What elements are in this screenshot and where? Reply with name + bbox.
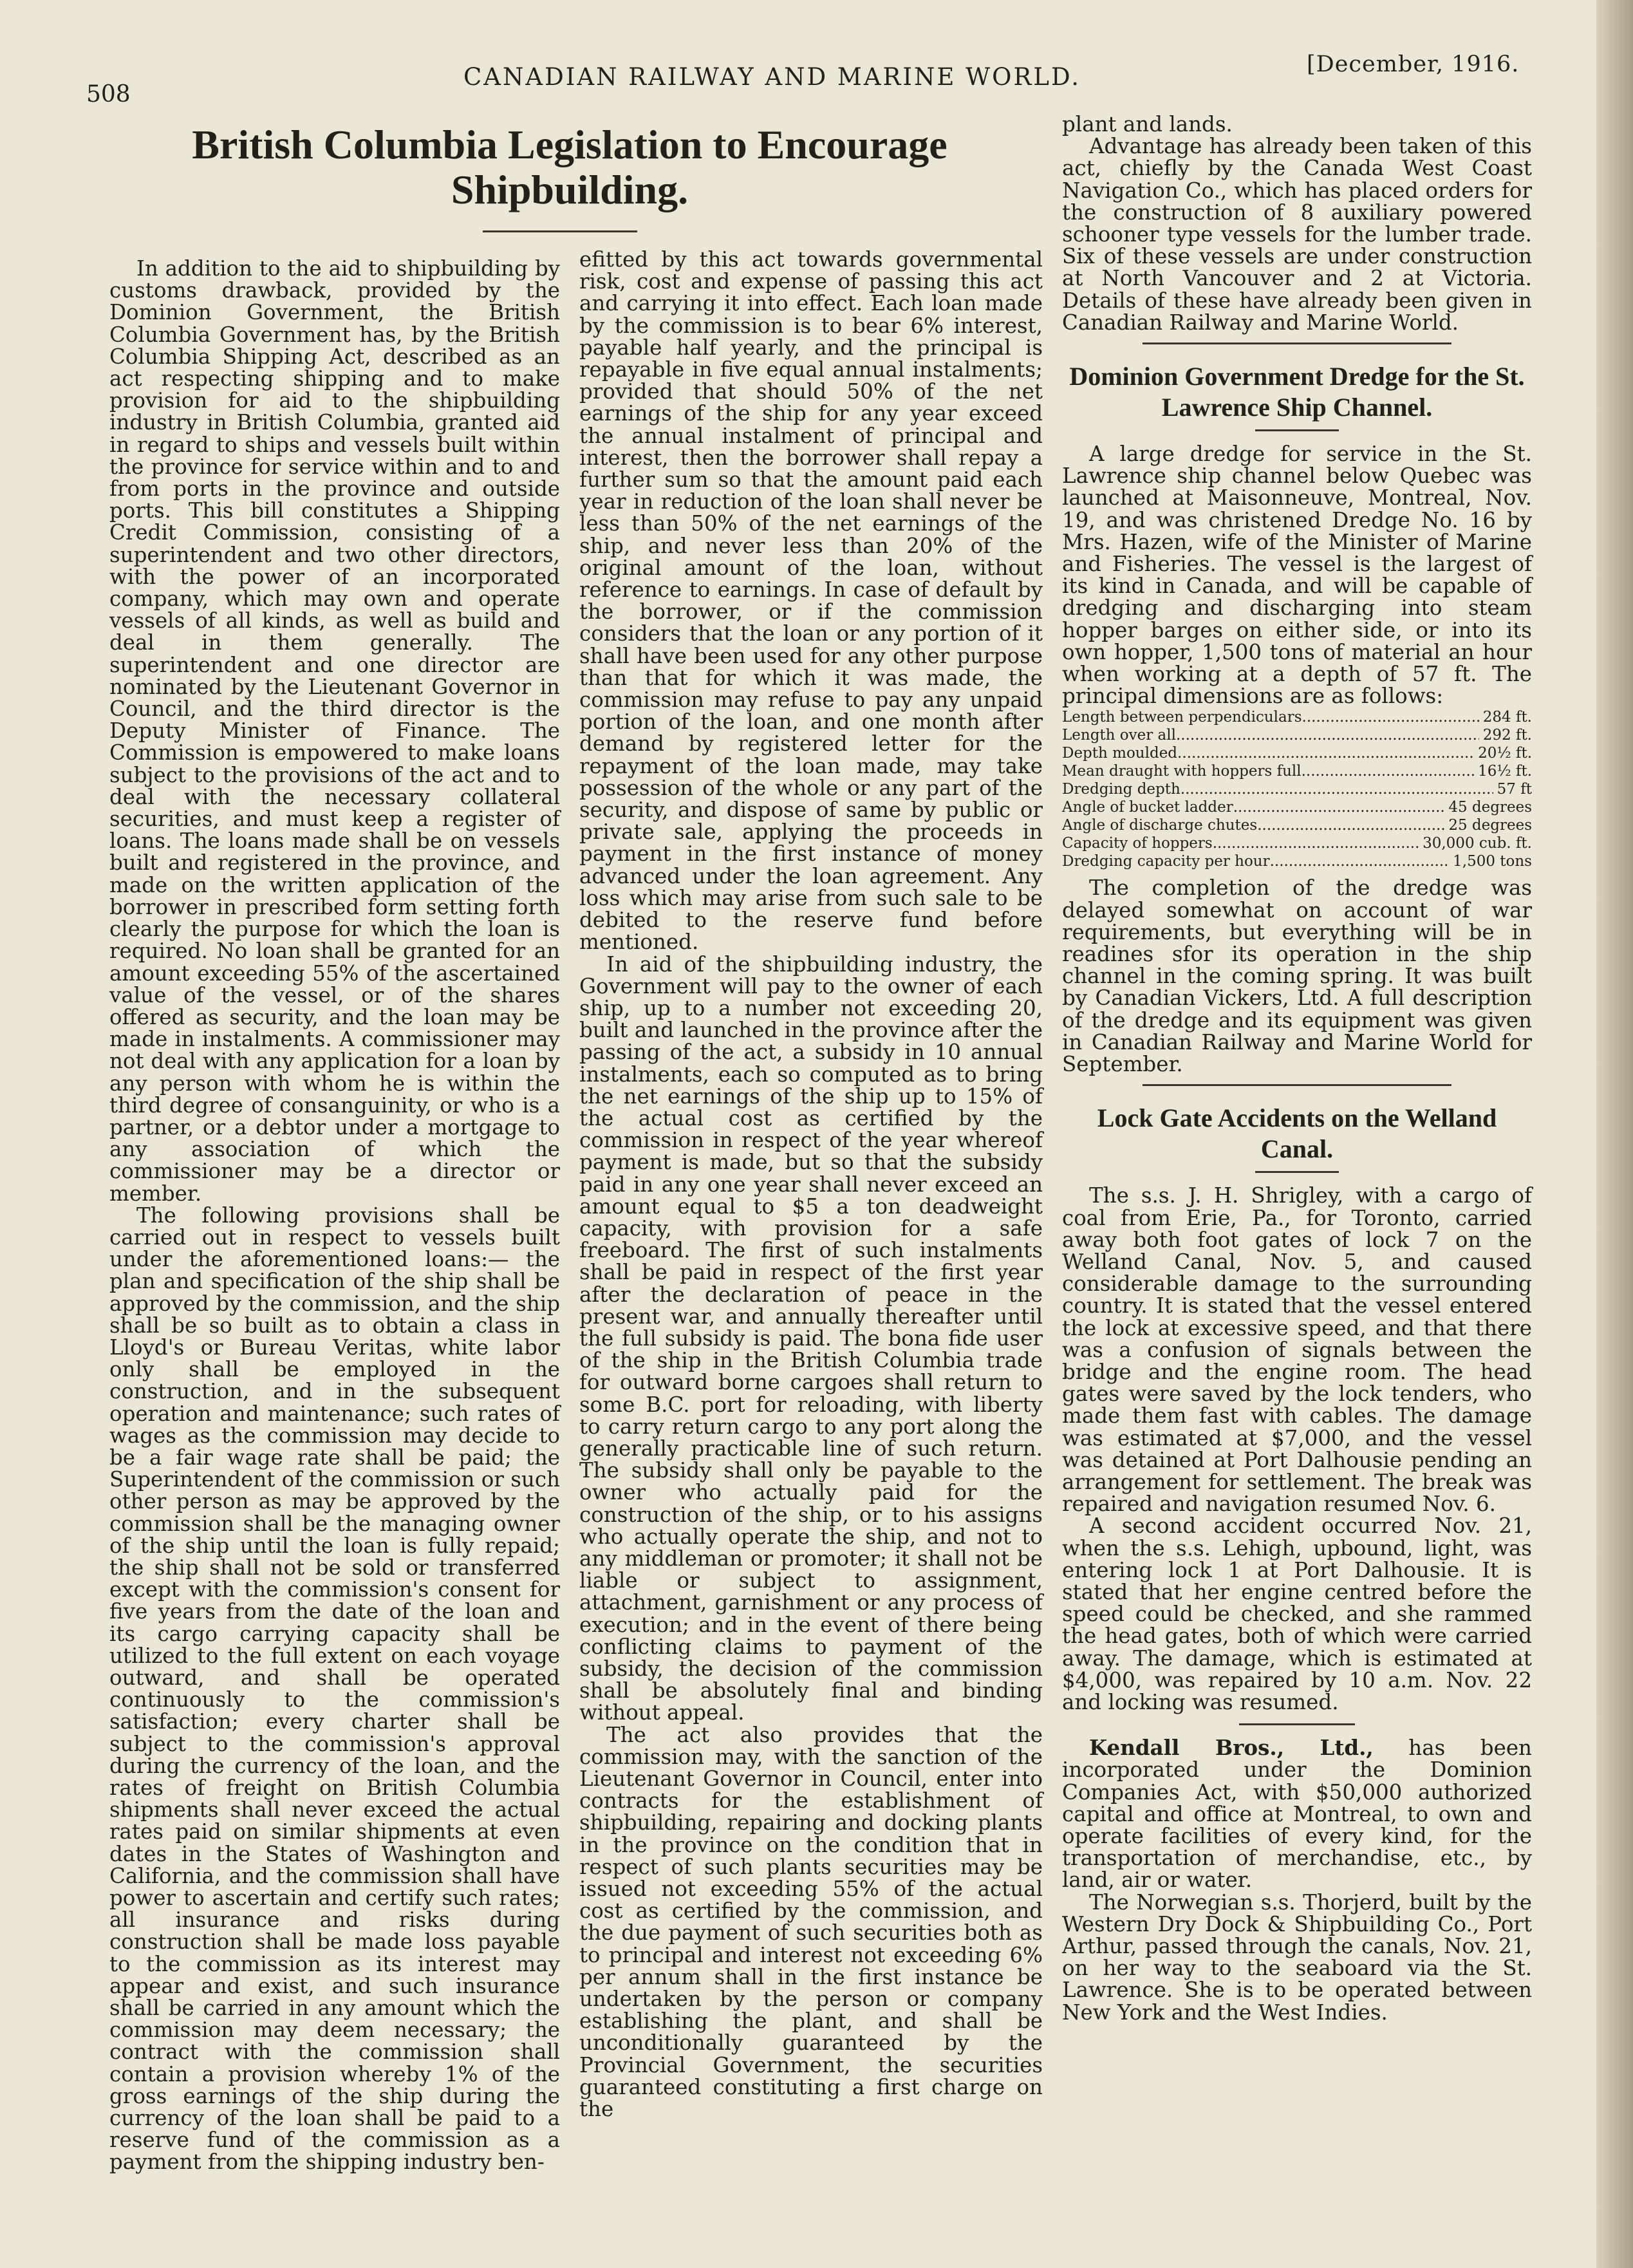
article-headline: British Columbia Legislation to Encourage Shipbuilding.: [192, 122, 947, 212]
kendall-text: has been incorporated under the Dominion Companies Act, with $50,000 authorized capital and office at Montreal, to own and operate facilities of every kind, for the transportation of merchandise, etc., by land, air or water.: [1062, 1736, 1532, 1893]
paragraph: Advantage has already been taken of this act, chiefly by the Canada West Coast Navigation Co., which has placed orders for the construction of 8 auxiliary powered schooner type vessels for the lumber trade. Six of these vessels are under construction at North Vancouver and 2 at Victoria. Details of these have already been given in Canadian Railway and Marine World.: [1062, 134, 1532, 335]
paragraph: efitted by this act towards governmental risk, cost and expense of passing this act and carrying it into effect. Each loan made by the commission is to bear 6% interest, payable half yearly, and the principal is repayable in five equal annual instalments; provided that should 50% of the net earnings of the ship for any year exceed the annual instalment of principal and interest, then the borrower shall repay a further sum so that the amount paid each year in reduction of the loan shall never be less than 50% of the net earnings of the ship, and never less than 20% of the original amount of the loan, without reference to earnings. In case of default by the borrower, or if the commission considers that the loan or any portion of it shall have been used for any other purpose than that for which it was made, the commission may refuse to pay any unpaid portion of the loan, and one month after demand by registered letter for the repayment of the loan made, may take possession of the whole or any part of the security, and dispose of same by public or private sale, applying the proceeds in payment in the first instance of money advanced under the loan agreement. Any loss which may arise from such sale to be debited to the reserve fund before mentioned.: [579, 247, 1043, 955]
section-divider: [1143, 342, 1451, 344]
dimension-row: Angle of discharge chutes ..... 25 degrees: [1062, 816, 1532, 834]
paragraph: In aid of the shipbuilding industry, the Government will pay to the owner of each ship, up to a number not exceeding 20, built and launched in the province after the passing of the act, a subsidy in 10 annual instalments, each so computed as to bring the net earnings of the ship up to 15% of the actual cost as certified by the commission in respect of the year whereof payment is made, but so that the subsidy paid in any one year shall never exceed an amount equal to $5 a ton deadweight capacity, with provision for a safe freeboard. The first of such instalments shall be paid in respect of the first year after the declaration of peace in the present war, and annually thereafter until the full subsidy is paid. The bona fide user of the ship in the British Columbia trade for outward borne cargoes shall return to some B.C. port for reloading, with liberty to carry return cargo to any port along the generally practicable line of such return. The subsidy shall only be payable to the owner who actually paid for the construction of the ship, or to his assigns who actually operate the ship, and not to any middleman or promoter; it shall not be liable or subject to assignment, attachment, garnishment or any process of execution; and in the event of there being conflicting claims to payment of the subsidy, the decision of the commission shall be absolutely final and binding without appeal.: [579, 951, 1043, 1725]
running-header: [0, 45, 1596, 109]
paragraph: A large dredge for service in the St. Lawrence ship channel below Quebec was launched at Maisonneuve, Montreal, Nov. 19, and was christened Dredge No. 16 by Mrs. Hazen, wife of the Minister of Marine and Fisheries. The vessel is the largest of its kind in Canada, and will be capable of dredging and discharging into steam hopper barges on either side, or into its own hopper, 1,500 tons of material an hour when working at a depth of 57 ft. The principal dimensions are as follows:: [1062, 442, 1532, 709]
dimension-row: Dredging depth ..... 57 ft: [1062, 780, 1532, 798]
page-number: 508: [86, 81, 131, 108]
dimension-row: Mean draught with hoppers full ..... 16½ ft.: [1062, 762, 1532, 780]
paragraph: A second accident occurred Nov. 21, when the s.s. Lehigh, upbound, light, was entering lock 1 at Port Dalhousie. It is stated that her engine centred before the speed could be checked, and she rammed the head gates, both of which were carried away. The damage, which is estimated at $4,000, was repaired by 10 a.m. Nov. 22 and locking was resumed.: [1062, 1514, 1532, 1714]
page-edge: [1596, 0, 1633, 2268]
issue-date: [December, 1916.: [1307, 52, 1520, 77]
dimension-row: Dredging capacity per hour ..... 1,500 tons: [1062, 852, 1532, 870]
dredge-article-headline: Dominion Government Dredge for the St. Lawrence Ship Channel.: [1069, 362, 1525, 422]
dimension-row: Length over all ..... 292 ft.: [1062, 726, 1532, 744]
dimension-row: Capacity of hoppers ..... 30,000 cub. ft.: [1062, 834, 1532, 852]
dimension-row: Length between perpendiculars ..... 284 ft.: [1062, 708, 1532, 726]
paragraph: plant and lands.: [1062, 112, 1233, 136]
lock-article-headline: Lock Gate Accidents on the Welland Canal.: [1097, 1103, 1497, 1164]
kendall-lead: Kendall Bros., Ltd.,: [1089, 1735, 1374, 1761]
paragraph: The act also provides that the commission may, with the sanction of the Lieutenant Governor in Council, enter into contracts for the establishment of shipbuilding, repairing and docking plants in the province on the condition that in respect of such plants securities may be issued not exceeding 55% of the actual cost as certified by the commission, and the due payment of such securities both as to principal and interest not exceeding 6% per annum shall in the first instance be undertaken by the person or company establishing the plant, and shall be unconditionally guaranteed by the Provincial Government, the securities guaranteed constituting a first charge on the: [579, 1722, 1043, 2122]
paragraph: In addition to the aid to shipbuilding by customs drawback, provided by the Dominion Government, the British Columbia Government has, by the British Columbia Shipping Act, described as an act respecting shipping and to make provision for aid to the shipbuilding industry in British Columbia, granted aid in regard to ships and vessels built within the province for service within and to and from ports in the province and outside ports. This bill constitutes a Shipping Credit Commission, consisting of a superintendent and two other directors, with the power of an incorporated company, which may own and operate vessels of all kinds, as well as build and deal in them generally. The superintendent and one director are nominated by the Lieutenant Governor in Council, and the third director is the Deputy Minister of Finance. The Commission is empowered to make loans subject to the provisions of the act and to deal with the necessary collateral securities, and must keep a register of loans. The loans made shall be on vessels built and registered in the province, and made on the written application of the borrower in prescribed form setting forth clearly the purpose for which the loan is required. No loan shall be granted for an amount exceeding 55% of the ascertained value of the vessel, or of the shares offered as security, and the loan may be made in instalments. A commissioner may not deal with any application for a loan by any person with whom he is within the third degree of consanguinity, or who is a partner, or a debtor under a mortgage to any association of which the commissioner may be a director or member.: [109, 256, 560, 1206]
dimension-row: Angle of bucket ladder ..... 45 degrees: [1062, 798, 1532, 816]
column-2: [579, 248, 1043, 2120]
note-divider: [1239, 1723, 1355, 1725]
column-1: [109, 258, 560, 2173]
journal-title: CANADIAN RAILWAY AND MARINE WORLD.: [463, 63, 1081, 91]
dimensions-table: [1062, 708, 1532, 870]
headline-rule: [1255, 429, 1339, 431]
section-divider: [1143, 1084, 1451, 1086]
headline-rule: [483, 230, 637, 232]
paragraph: The completion of the dredge was delayed somewhat on account of war requirements, but everything will be in readines sfor its operation in the ship channel in the coming spring. It was built by Canadian Vickers, Ltd. A full description of the dredge and its equipment was given in Canadian Railway and Marine World for September.: [1062, 876, 1532, 1077]
paragraph: The following provisions shall be carried out in respect to vessels built under the aforementioned loans:— the plan and specification of the ship shall be approved by the commission, and the ship shall be so built as to obtain a class in Lloyd's or Bureau Veritas, white labor only shall be employed in the construction, and in the subsequent operation and maintenance; such rates of wages as the commission may decide to be a fair wage rate shall be paid; the Superintendent of the commission or such other person as may be approved by the commission shall be the managing owner of the ship until the loan is fully repaid; the ship shall not be sold or transferred except with the commission's consent for five years from the date of the loan and its cargo carrying capacity shall be utilized to the full extent on each voyage outward, and shall be operated continuously to the commission's satisfaction; every charter shall be subject to the commission's approval during the currency of the loan, and the rates of freight on British Columbia shipments shall never exceed the actual rates paid on similar shipments at even dates in the States of Washington and California, and the commission shall have power to ascertain and certify such rates; all insurance and risks during construction shall be made loss payable to the commission as its interest may appear and exist, and such insurance shall be carried in any amount which the commission may deem necessary; the contract with the commission shall contain a provision whereby 1% of the gross earnings of the ship during the currency of the loan shall be paid to a reserve fund of the commission as a payment from the shipping industry ben-: [109, 1203, 560, 2175]
paragraph: The s.s. J. H. Shrigley, with a cargo of coal from Erie, Pa., for Toronto, carried away both foot gates of lock 7 on the Welland Canal, Nov. 5, and caused considerable damage to the surrounding country. It is stated that the vessel entered the lock at excessive speed, and that there was a confusion of signals between the bridge and the engine room. The head gates were saved by the lock tenders, who made them fast with cables. The damage was estimated at $7,000, and the vessel was detained at Port Dalhousie pending an arrangement for settlement. The break was repaired and navigation resumed Nov. 6.: [1062, 1183, 1532, 1517]
kendall-note: [1062, 1737, 1532, 1891]
headline-rule: [1255, 1171, 1339, 1173]
dimension-row: Depth moulded ..... 20½ ft.: [1062, 744, 1532, 762]
thorjerd-note: The Norwegian s.s. Thorjerd, built by the Western Dry Dock & Shipbuilding Co., Port Arthur, passed through the canals, Nov. 21, on her way to the seaboard via the St. Lawrence. She is to be operated between New York and the West Indies.: [1062, 1889, 1532, 2025]
column-3: [1062, 113, 1532, 2023]
